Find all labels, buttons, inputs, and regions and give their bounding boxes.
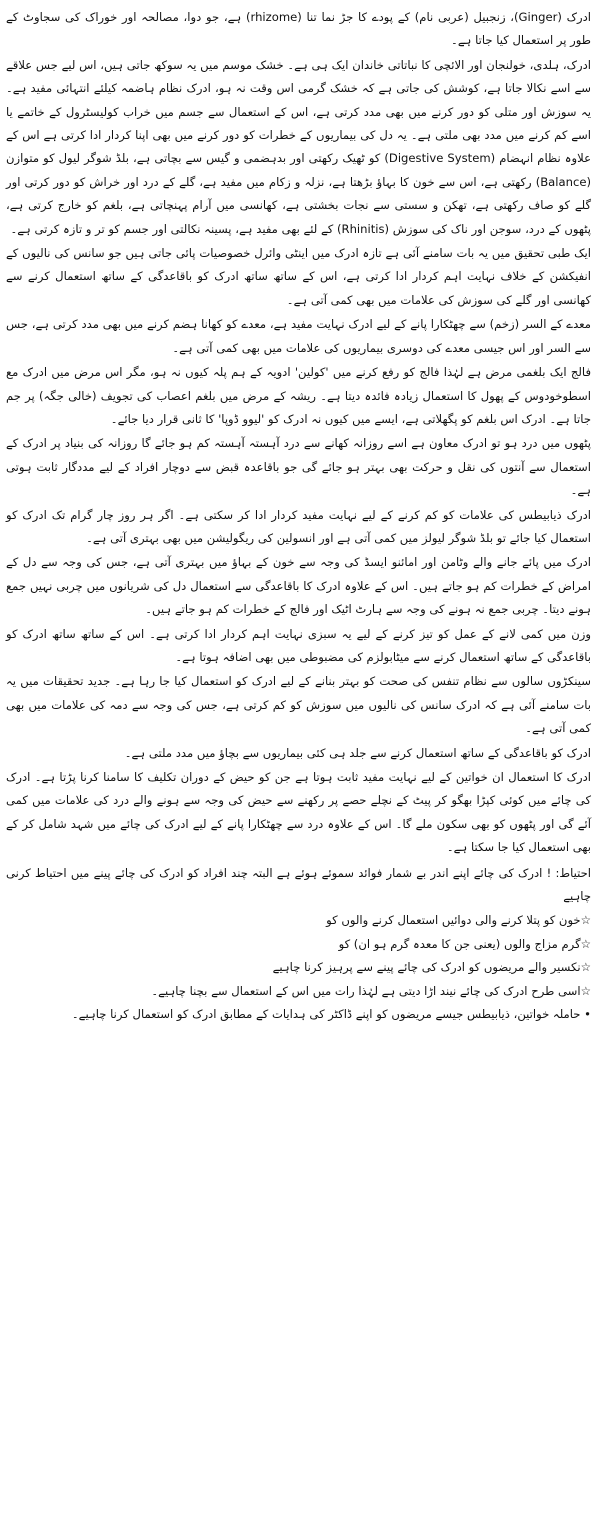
caution-item: ☆گرم مزاج والوں (یعنی جن کا معدہ گرم ہو ان) کو — [338, 936, 591, 951]
article-body — [6, 6, 591, 860]
caution-item: ☆خون کو پتلا کرنے والی دوائیں استعمال کرنے والوں کو — [326, 913, 591, 928]
paragraph-menstrual: ادرک کا استعمال ان خواتین کے لیے نہایت مفید ثابت ہوتا ہے جن کو حیض کے دوران تکلیف کا سامنا کرنا پڑتا ہے۔ ادرک کی چائے میں کوئی کپڑا بھگو کر پیٹ کے نچلے حصے پر رکھنے سے حیض کی وجہ سے ہونے والے درد کی علامات میں کمی آئے گی اور پٹھوں کو بھی سکون ملے گا۔ اس کے علاوہ درد سے چھٹکارا پانے کے لیے ادرک کی چائے میں شہد شامل کر کے بھی استعمال کیا جا سکتا ہے۔ — [6, 770, 591, 855]
paragraph-ulcer: معدے کے السر (زخم) سے چھٹکارا پانے کے لیے ادرک نہایت مفید ہے، معدے کو کھانا ہضم کرنے میں بھی مدد کرتی ہے، جس سے السر اور اس جیسی معدے کی دوسری بیماریوں کی علامات میں بھی کمی آتی ہے۔ — [6, 317, 591, 355]
paragraph-weight-loss: وزن میں کمی لانے کے عمل کو تیز کرنے کے لیے یہ سبزی نہایت اہم کردار ادا کرتی ہے۔ اس کے ساتھ ساتھ ادرک کو باقاعدگی کے ساتھ استعمال کرنے سے میٹابولزم کی مضبوطی میں بھی اضافہ ہوتا ہے۔ — [6, 626, 591, 664]
paragraph-benefits: ادرک، ہلدی، خولنجان اور الائچی کا نباتاتی خاندان ایک ہی ہے۔ خشک موسم میں یہ سوکھ جاتی ہیں، اس لیے جس علاقے سے اسے نکالا جاتا ہے، کوشش کی جاتی ہے کہ خشک گرمی اس وقت نہ ہو، ادرک نظام ہاضمہ کیلئے انتہائی مفید ہے۔ یہ سوزش اور متلی کو دور کرنے میں بھی مدد کرتی ہے، اس کے استعمال سے جسم میں خراب کولیسٹرول کے خاتمے یا اسے کم کرنے میں مدد بھی ملتی ہے۔ یہ دل کی بیماریوں کے خطرات کو دور کرنے میں بھی اپنا کردار ادا کرتی ہے اس کے علاوہ نظام انہضام (Digestive System) کو ٹھیک رکھتی اور بدہضمی و گیس سے بچاتی ہے، بلڈ شوگر لیول کو متوازن (Balance) رکھتی ہے، اس سے خون کا بہاؤ بڑھتا ہے، نزلہ و زکام میں مفید ہے، گلے کے درد اور خراش کو دور کرتی اور گلے کو صاف رکھتی ہے، تھکن و سستی سے نجات بخشتی ہے، کھانسی میں آرام پہنچاتی ہے، بلغم کو خارج کرتی ہے، پٹھوں کے درد، سوجن اور ناک کی سوزش (Rhinitis) کے لئے بھی مفید ہے، پسینہ نکالتی اور جسم کو تر و تازہ کرتی ہے۔ — [6, 57, 591, 236]
paragraph-diabetes: ادرک ذیابیطس کی علامات کو کم کرنے کے لیے نہایت مفید کردار ادا کر سکتی ہے۔ اگر ہر روز چار گرام تک ادرک کو استعمال کیا جائے تو بلڈ شوگر لیولز میں کمی آتی ہے اور انسولین کی ریگولیشن میں بھی بہتری آتی ہے۔ — [6, 507, 591, 545]
caution-intro: احتیاط: ! ادرک کی چائے اپنے اندر بے شمار فوائد سموئے ہوئے ہے البتہ چند افراد کو ادرک کی چائے پینے میں احتیاط کرنی چاہیے — [6, 865, 591, 904]
paragraph-heart: ادرک میں پائے جانے والے وٹامن اور امائنو ایسڈ کی وجہ سے خون کے بہاؤ میں بہتری آتی ہے، جس کی وجہ سے دل کے امراض کے خطرات کم ہو جاتے ہیں۔ اس کے علاوہ ادرک کا باقاعدگی سے استعمال دل کی شریانوں میں چربی نہیں جمع ہونے دیتا۔ چربی جمع نہ ہونے کی وجہ سے ہارٹ اٹیک اور فالج کے خطرات کم ہو جاتے ہیں۔ — [6, 555, 591, 617]
caution-item: • حاملہ خواتین، ذیابیطس جیسے مریضوں کو اپنے ڈاکٹر کی ہدایات کے مطابق ادرک کو استعمال کرنا چاہیے۔ — [71, 1007, 591, 1022]
caution-item: ☆اسی طرح ادرک کی چائے نیند اڑا دیتی ہے لہٰذا رات میں اس کے استعمال سے بچنا چاہیے۔ — [151, 983, 591, 998]
paragraph-muscle-pain: پٹھوں میں درد ہو تو ادرک معاون ہے اسے روزانہ کھانے سے درد آہستہ آہستہ کم ہو جائے گا روزانہ کی بنیاد پر ادرک کے استعمال سے آنتوں کی نقل و حرکت بھی بہتر ہو جائے گی جو باقاعدہ قبض سے دوچار افراد کے لیے مددگار ثابت ہوتی ہے۔ — [6, 436, 591, 498]
caution-section — [6, 862, 591, 1027]
paragraph-paralysis: فالج ایک بلغمی مرض ہے لہٰذا فالج کو رفع کرنے میں 'کولین' ادویہ کے ہم پلہ کیوں نہ ہو، مگر اس مرض میں ادرک مع اسطوخودوس کے پھول کا استعمال زیادہ فائدہ دیتا ہے۔ ریشہ کے مرض میں بلغم اعصاب کی تجویف (خالی جگہ) پر جم جاتا ہے۔ ادرک اس بلغم کو پگھلاتی ہے، ایسے میں کیوں نہ ادرک کو 'لیوو ڈوپا' کا ثانی قرار دیا جائے۔ — [6, 365, 591, 426]
caution-item: ☆نکسیر والے مریضوں کو ادرک کی چائے پینے سے پرہیز کرنا چاہیے — [272, 960, 591, 975]
paragraph-intro: ادرک (Ginger)، زنجبیل (عربی نام) کے پودے کا جڑ نما تنا (rhizome) ہے، جو دوا، مصالحہ اور خوراک کی سجاوٹ کے طور پر استعمال کیا جاتا ہے۔ — [6, 10, 591, 48]
paragraph-antiviral: ایک طبی تحقیق میں یہ بات سامنے آئی ہے تازہ ادرک میں اینٹی وائرل خصوصیات پائی جاتی ہیں جو سانس کی نالیوں کے انفیکشن کے خلاف نہایت اہم کردار ادا کرتی ہے، اس کے ساتھ ساتھ ادرک کو باقاعدگی کے ساتھ استعمال کرنے سے کھانسی اور گلے کی سوزش کی علامات میں بھی کمی آتی ہے۔ — [6, 246, 591, 307]
paragraph-respiratory: سینکڑوں سالوں سے نظام تنفس کی صحت کو بہتر بنانے کے لیے ادرک کو استعمال کیا جا رہا ہے۔ جدید تحقیقات میں یہ بات سامنے آئی ہے کہ ادرک سانس کی نالیوں میں سوزش کو کم کرتی ہے، جس کی وجہ سے دمہ کی علامات میں بھی کمی آتی ہے۔ — [6, 674, 591, 736]
paragraph-prevention: ادرک کو باقاعدگی کے ساتھ استعمال کرنے سے جلد ہی کئی بیماریوں سے بچاؤ میں مدد ملتی ہے۔ — [124, 745, 591, 760]
